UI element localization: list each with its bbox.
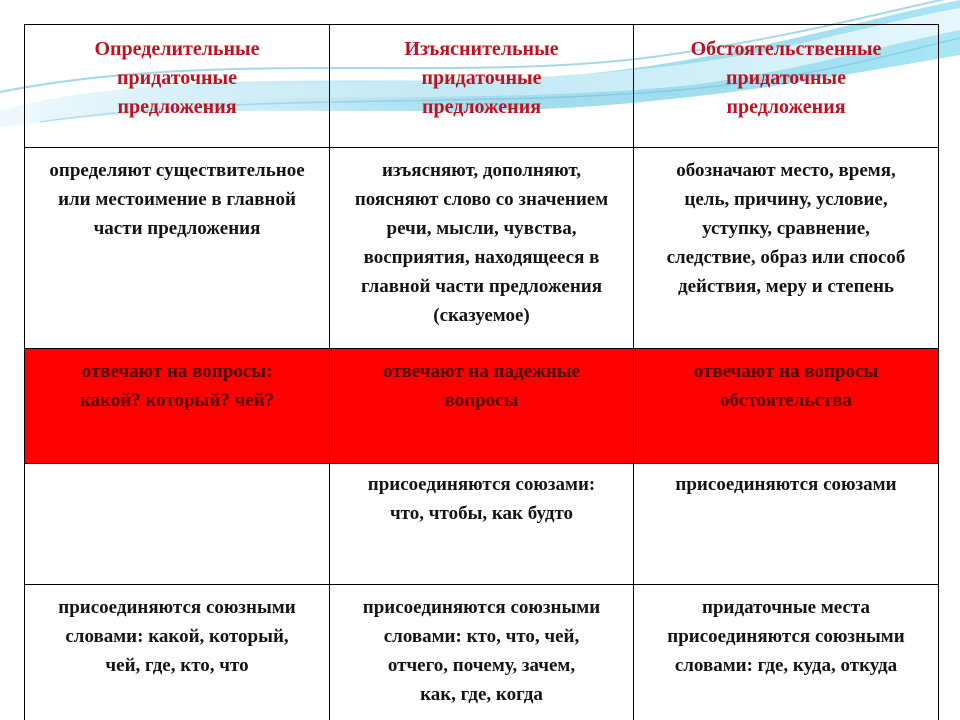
table-row-conjunctions [25,464,939,585]
conjunctive-words-cell-adverbial: придаточные места присоединяются союзными словами: где, куда, откуда [634,585,939,720]
description-cell-explanatory: изъясняют, дополняют, поясняют слово со значением речи, мысли, чувства, восприятия, находящееся в главной части предложения (сказуемое) [330,148,634,349]
conjunction-cell-explanatory: присоединяются союзами: что, чтобы, как будто [330,464,634,585]
description-cell-adverbial: обозначают место, время, цель, причину, условие, уступку, сравнение, следствие, образ или способ действия, меру и степень [634,148,939,349]
question-cell-adverbial: отвечают на вопросы обстоятельства [634,349,939,464]
table-row-questions [25,349,939,464]
conjunctive-words-cell-explanatory: присоединяются союзными словами: кто, что, чей, отчего, почему, зачем, как, где, когда [330,585,634,720]
conjunction-cell-adverbial: присоединяются союзами [634,464,939,585]
header-cell-explanatory: Изъяснительные придаточные предложения [330,25,634,148]
table-header-row [25,25,939,148]
table-row-conjunctive-words [25,585,939,720]
table-row-descriptions [25,148,939,349]
question-cell-explanatory: отвечают на падежные вопросы [330,349,634,464]
description-cell-attributive: определяют существительное или местоимение в главной части предложения [25,148,330,349]
header-cell-attributive: Определительные придаточные предложения [25,25,330,148]
question-cell-attributive: отвечают на вопросы: какой? который? чей? [25,349,330,464]
conjunctive-words-cell-attributive: присоединяются союзными словами: какой, который, чей, где, кто, что [25,585,330,720]
clause-comparison-table [24,24,939,720]
conjunction-cell-attributive [25,464,330,585]
header-cell-adverbial: Обстоятельственные придаточные предложения [634,25,939,148]
